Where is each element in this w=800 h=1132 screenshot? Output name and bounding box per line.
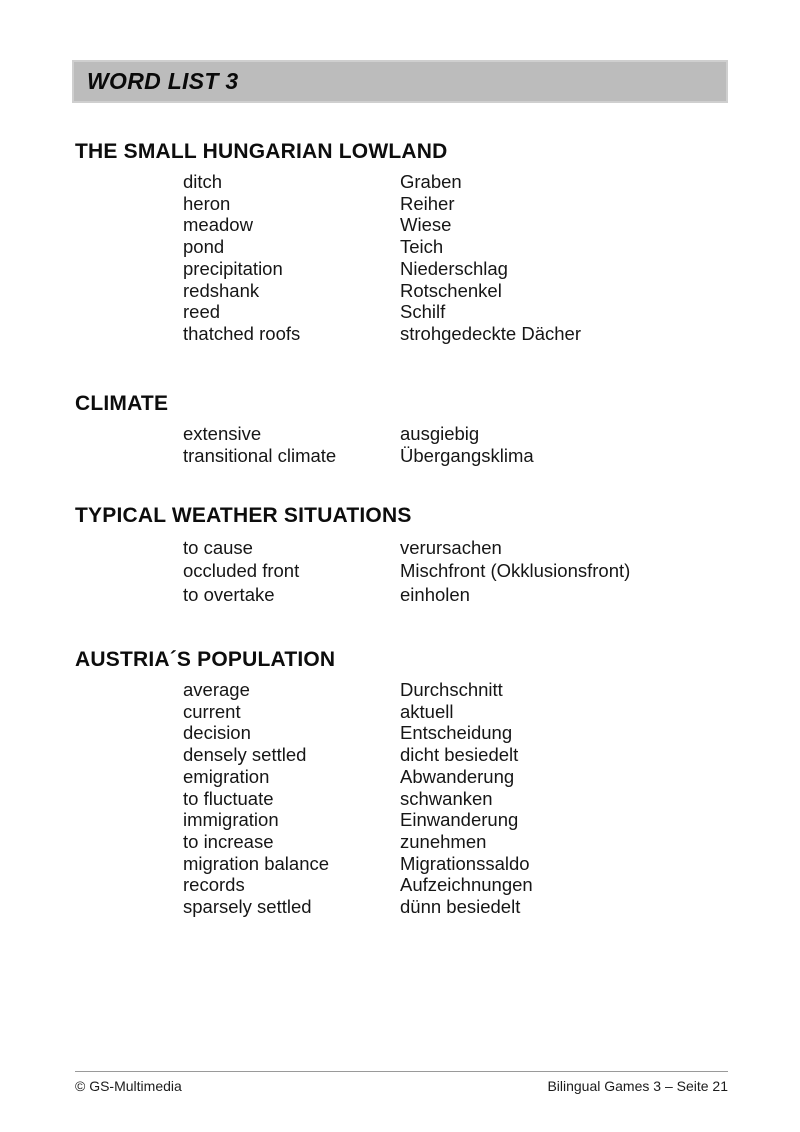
english-term: pond	[183, 236, 225, 258]
english-term: to increase	[183, 830, 274, 852]
english-term: extensive	[183, 423, 262, 444]
english-term: meadow	[183, 214, 253, 236]
entry-row	[183, 214, 581, 236]
english-term: to overtake	[183, 583, 275, 605]
german-term: strohgedeckte Dächer	[400, 322, 581, 344]
footer	[75, 1071, 728, 1094]
entry-row	[183, 679, 533, 701]
german-term: Rotschenkel	[400, 279, 502, 301]
word-list-banner	[72, 60, 728, 103]
entry-row	[183, 831, 533, 853]
vocab-list-climate	[183, 423, 534, 466]
english-term: heron	[183, 192, 231, 214]
section-title-austrias-population: AUSTRIA´S POPULATION	[75, 648, 336, 671]
english-term: emigration	[183, 765, 270, 787]
entry-row	[183, 301, 581, 323]
entry-row	[183, 583, 630, 606]
english-term: reed	[183, 301, 221, 323]
german-term: aktuell	[400, 700, 454, 722]
entry-row	[183, 788, 533, 810]
german-term: Graben	[400, 171, 462, 192]
english-term: records	[183, 874, 245, 896]
english-term: immigration	[183, 809, 279, 831]
entry-row	[183, 280, 581, 302]
english-term: transitional climate	[183, 444, 337, 466]
english-term: ditch	[183, 171, 223, 192]
english-term: densely settled	[183, 744, 307, 766]
entry-row	[183, 171, 581, 193]
english-term: current	[183, 700, 241, 722]
section-title-weather-situations: TYPICAL WEATHER SITUATIONS	[75, 504, 412, 527]
german-term: Niederschlag	[400, 257, 508, 279]
german-term: Durchschnitt	[400, 679, 503, 700]
german-term: Übergangsklima	[400, 444, 534, 466]
english-term: precipitation	[183, 257, 283, 279]
german-term: verursachen	[400, 537, 502, 558]
entry-row	[183, 874, 533, 896]
german-term: Mischfront (Okklusionsfront)	[400, 560, 631, 582]
german-term: ausgiebig	[400, 423, 480, 444]
section-title-climate: CLIMATE	[75, 392, 169, 415]
german-term: dicht besiedelt	[400, 744, 519, 766]
english-term: sparsely settled	[183, 896, 312, 918]
german-term: dünn besiedelt	[400, 896, 521, 918]
english-term: to cause	[183, 537, 253, 558]
german-term: Einwanderung	[400, 809, 519, 831]
german-term: schwanken	[400, 787, 493, 809]
entry-row	[183, 809, 533, 831]
english-term: thatched roofs	[183, 322, 301, 344]
english-term: occluded front	[183, 560, 300, 582]
banner-title: WORD LIST 3	[87, 68, 239, 94]
entry-row	[183, 701, 533, 723]
english-term: to fluctuate	[183, 787, 274, 809]
english-term: decision	[183, 722, 251, 744]
entry-row	[183, 423, 534, 445]
german-term: Reiher	[400, 192, 455, 214]
english-term: redshank	[183, 279, 260, 301]
german-term: Aufzeichnungen	[400, 874, 533, 896]
german-term: Entscheidung	[400, 722, 513, 744]
entry-row	[183, 896, 533, 918]
entry-row	[183, 323, 581, 345]
page-info-text: Bilingual Games 3 – Seite 21	[547, 1078, 728, 1094]
section-title-hungarian-lowland: THE SMALL HUNGARIAN LOWLAND	[75, 140, 448, 163]
entry-row	[183, 236, 581, 258]
entry-row	[183, 559, 630, 582]
vocab-list-weather-situations	[183, 536, 630, 606]
entry-row	[183, 744, 533, 766]
entry-row	[183, 193, 581, 215]
german-term: Abwanderung	[400, 765, 515, 787]
vocab-list-austrias-population	[183, 679, 533, 918]
german-term: Migrationssaldo	[400, 852, 530, 874]
german-term: Schilf	[400, 301, 446, 323]
english-term: migration balance	[183, 852, 330, 874]
vocab-list-hungarian-lowland	[183, 171, 581, 345]
entry-row	[183, 853, 533, 875]
english-term: average	[183, 679, 250, 700]
german-term: einholen	[400, 583, 470, 605]
entry-row	[183, 536, 630, 559]
entry-row	[183, 258, 581, 280]
entry-row	[183, 722, 533, 744]
copyright-text: © GS-Multimedia	[75, 1078, 182, 1094]
german-term: Wiese	[400, 214, 452, 236]
german-term: Teich	[400, 236, 444, 258]
entry-row	[183, 445, 534, 467]
german-term: zunehmen	[400, 830, 487, 852]
entry-row	[183, 766, 533, 788]
